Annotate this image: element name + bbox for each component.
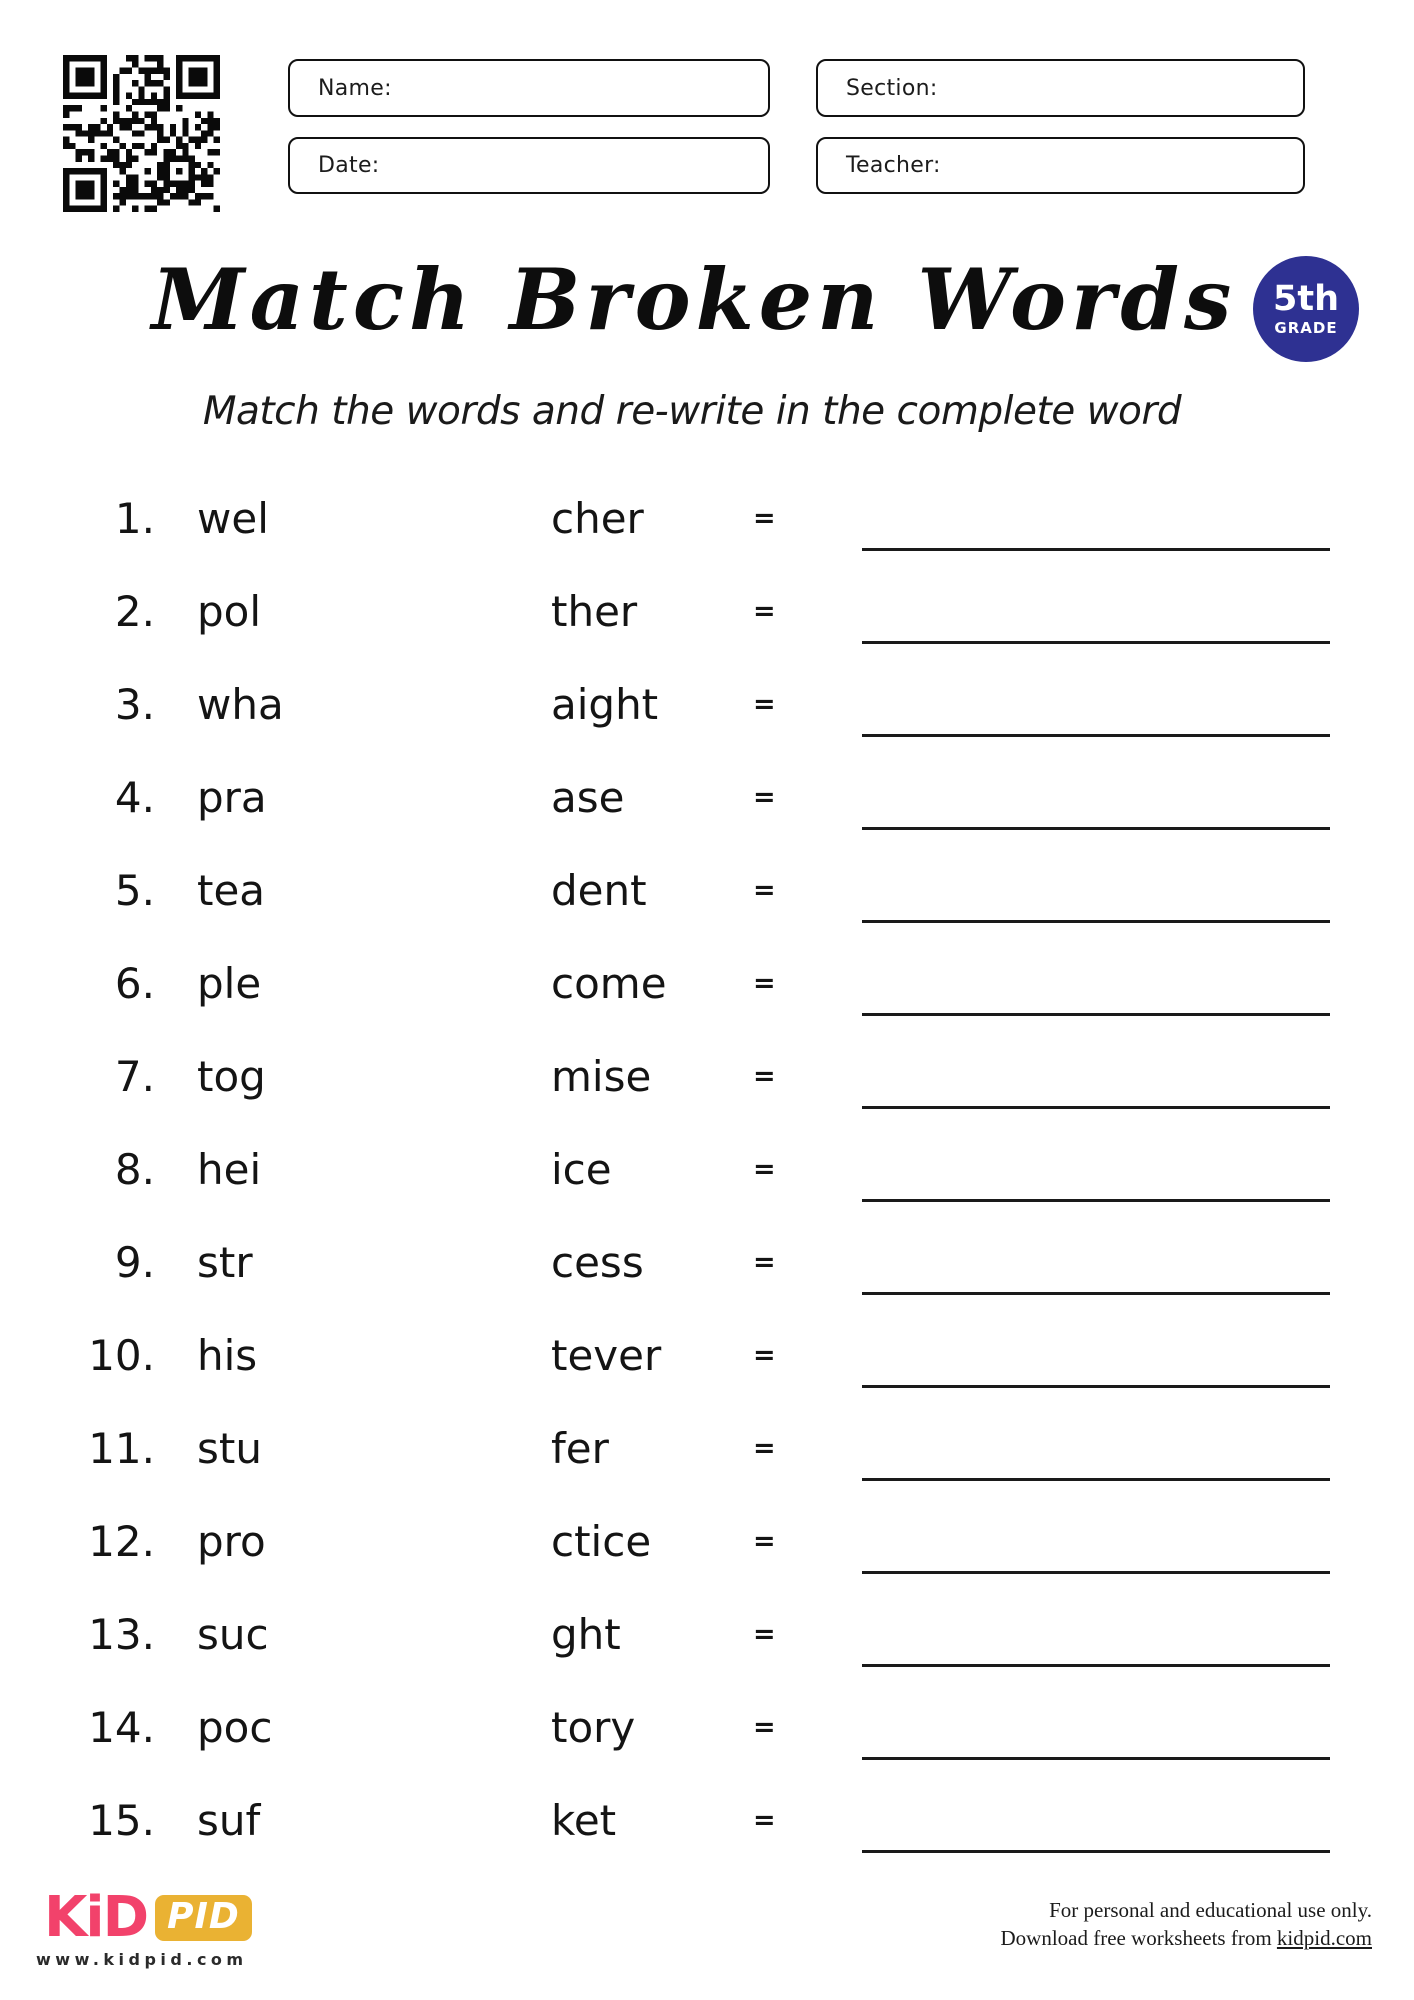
usage-note-line1: For personal and educational use only.	[1049, 1898, 1372, 1922]
row-number: 6.	[114, 958, 155, 1008]
usage-note-line2: Download free worksheets from kidpid.com	[1000, 1926, 1372, 1950]
word-fragment-left: wel	[197, 493, 269, 543]
word-fragment-right: ctice	[551, 1516, 652, 1566]
equals-sign: =	[753, 1526, 776, 1557]
row-number: 3.	[114, 679, 155, 729]
page-title: Match Broken Words	[151, 250, 1237, 349]
date-field[interactable]	[288, 137, 770, 194]
word-fragment-left: pra	[197, 772, 267, 822]
equals-sign: =	[753, 1154, 776, 1185]
word-fragment-left: stu	[197, 1423, 262, 1473]
equals-sign: =	[753, 689, 776, 720]
logo-kid-text: KiD	[44, 1885, 148, 1950]
worksheet-row	[0, 565, 1414, 658]
grade-badge-number: 5th	[1272, 279, 1339, 319]
qr-code	[63, 55, 220, 212]
answer-blank[interactable]	[862, 734, 1330, 737]
teacher-field[interactable]	[816, 137, 1305, 194]
answer-blank[interactable]	[862, 1478, 1330, 1481]
answer-blank[interactable]	[862, 548, 1330, 551]
answer-blank[interactable]	[862, 1013, 1330, 1016]
row-number: 1.	[114, 493, 155, 543]
row-number: 8.	[114, 1144, 155, 1194]
kidpid-logo	[44, 1885, 252, 1950]
equals-sign: =	[753, 1433, 776, 1464]
row-number: 2.	[114, 586, 155, 636]
row-number: 4.	[114, 772, 155, 822]
equals-sign: =	[753, 1712, 776, 1743]
equals-sign: =	[753, 1340, 776, 1371]
section-label: Section:	[846, 75, 938, 101]
row-number: 9.	[114, 1237, 155, 1287]
word-fragment-right: aight	[551, 679, 659, 729]
word-fragment-right: ket	[551, 1795, 617, 1845]
row-number: 11.	[88, 1423, 155, 1473]
answer-blank[interactable]	[862, 1106, 1330, 1109]
grade-badge	[1253, 256, 1359, 362]
word-fragment-right: dent	[551, 865, 647, 915]
row-number: 5.	[114, 865, 155, 915]
word-fragment-left: poc	[197, 1702, 273, 1752]
answer-blank[interactable]	[862, 1664, 1330, 1667]
worksheet-row	[0, 1309, 1414, 1402]
word-fragment-right: ice	[551, 1144, 612, 1194]
word-fragment-left: tea	[197, 865, 266, 915]
worksheet-row	[0, 751, 1414, 844]
worksheet-row	[0, 1774, 1414, 1867]
word-fragment-left: his	[197, 1330, 258, 1380]
logo-pid-text: PID	[155, 1895, 252, 1941]
word-fragment-right: fer	[551, 1423, 609, 1473]
equals-sign: =	[753, 1061, 776, 1092]
grade-badge-label: GRADE	[1274, 319, 1338, 337]
date-label: Date:	[318, 153, 380, 178]
word-fragment-left: hei	[197, 1144, 262, 1194]
word-fragment-left: pro	[197, 1516, 266, 1566]
worksheet-row	[0, 1030, 1414, 1123]
answer-blank[interactable]	[862, 1385, 1330, 1388]
instructions: Match the words and re-write in the complete word	[202, 389, 1182, 434]
answer-blank[interactable]	[862, 1757, 1330, 1760]
row-number: 14.	[88, 1702, 155, 1752]
row-number: 7.	[114, 1051, 155, 1101]
word-fragment-right: tory	[551, 1702, 636, 1752]
word-fragment-right: come	[551, 958, 667, 1008]
word-fragment-left: ple	[197, 958, 262, 1008]
equals-sign: =	[753, 1619, 776, 1650]
word-fragment-right: tever	[551, 1330, 662, 1380]
website-url: www.kidpid.com	[36, 1950, 248, 1969]
equals-sign: =	[753, 875, 776, 906]
worksheet-row	[0, 472, 1414, 565]
word-fragment-left: wha	[197, 679, 284, 729]
equals-sign: =	[753, 1247, 776, 1278]
word-fragment-right: ther	[551, 586, 638, 636]
word-fragment-left: suc	[197, 1609, 269, 1659]
row-number: 12.	[88, 1516, 155, 1566]
worksheet-row	[0, 844, 1414, 937]
match-list	[0, 472, 1414, 1867]
word-fragment-left: suf	[197, 1795, 261, 1845]
name-label: Name:	[318, 75, 392, 101]
usage-note	[1001, 1896, 1373, 1952]
equals-sign: =	[753, 1805, 776, 1836]
answer-blank[interactable]	[862, 641, 1330, 644]
row-number: 10.	[88, 1330, 155, 1380]
answer-blank[interactable]	[862, 1199, 1330, 1202]
worksheet-row	[0, 1216, 1414, 1309]
word-fragment-right: cess	[551, 1237, 644, 1287]
answer-blank[interactable]	[862, 827, 1330, 830]
kidpid-link[interactable]: kidpid.com	[1276, 1926, 1372, 1950]
teacher-label: Teacher:	[846, 153, 941, 178]
section-field[interactable]	[816, 59, 1305, 117]
word-fragment-left: str	[197, 1237, 253, 1287]
worksheet-row	[0, 1402, 1414, 1495]
worksheet-row	[0, 937, 1414, 1030]
equals-sign: =	[753, 968, 776, 999]
worksheet-row	[0, 1495, 1414, 1588]
worksheet-row	[0, 1681, 1414, 1774]
name-field[interactable]	[288, 59, 770, 117]
word-fragment-left: tog	[197, 1051, 266, 1101]
answer-blank[interactable]	[862, 1571, 1330, 1574]
row-number: 13.	[88, 1609, 155, 1659]
row-number: 15.	[88, 1795, 155, 1845]
worksheet-row	[0, 1588, 1414, 1681]
word-fragment-right: ase	[551, 772, 625, 822]
word-fragment-left: pol	[197, 586, 262, 636]
answer-blank[interactable]	[862, 1850, 1330, 1853]
answer-blank[interactable]	[862, 920, 1330, 923]
equals-sign: =	[753, 503, 776, 534]
worksheet-row	[0, 1123, 1414, 1216]
answer-blank[interactable]	[862, 1292, 1330, 1295]
equals-sign: =	[753, 596, 776, 627]
worksheet-row	[0, 658, 1414, 751]
equals-sign: =	[753, 782, 776, 813]
word-fragment-right: mise	[551, 1051, 652, 1101]
word-fragment-right: ght	[551, 1609, 621, 1659]
word-fragment-right: cher	[551, 493, 644, 543]
